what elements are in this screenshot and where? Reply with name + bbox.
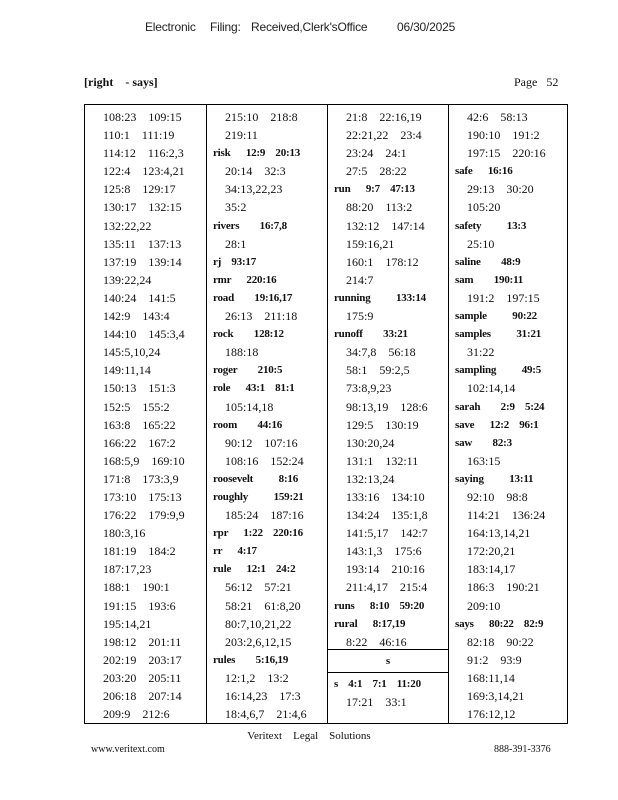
page-line-reference: 190:10 191:2 bbox=[467, 128, 540, 143]
index-term-entry: save 12:2 96:1 bbox=[455, 418, 539, 431]
index-term-entry: role 43:1 81:1 bbox=[213, 382, 295, 395]
page-line-reference: 105:14,18 bbox=[225, 399, 274, 414]
page-line-reference: 132:12 147:14 bbox=[346, 218, 425, 233]
index-term-entry: rpr 1:22 220:16 bbox=[213, 527, 303, 540]
page-line-reference: 22:21,22 23:4 bbox=[346, 128, 422, 143]
page-line-reference: 173:10 175:13 bbox=[103, 489, 182, 504]
page-line-reference: 171:8 173:3,9 bbox=[103, 471, 179, 486]
page-line-reference: 110:1 111:19 bbox=[103, 128, 175, 143]
page-line-reference: 34:7,8 56:18 bbox=[346, 345, 416, 360]
stamp-type: Filing: bbox=[210, 20, 241, 34]
page-line-reference: 90:12 107:16 bbox=[225, 435, 298, 450]
index-range: [right - says] bbox=[84, 75, 158, 89]
page-line-reference: 195:14,21 bbox=[103, 616, 152, 631]
page-line-reference: 169:3,14,21 bbox=[467, 689, 525, 703]
index-term-entry: rivers 16:7,8 bbox=[213, 219, 287, 232]
word-index-table bbox=[84, 104, 568, 724]
page-line-reference: 25:10 bbox=[467, 236, 495, 251]
page-line-reference: 114:21 136:24 bbox=[467, 508, 546, 523]
page-line-reference: 130:17 132:15 bbox=[103, 200, 182, 215]
page-line-reference: 142:9 143:4 bbox=[103, 309, 170, 324]
index-term-entry: road 19:16,17 bbox=[213, 291, 293, 304]
index-term-entry: rr 4:17 bbox=[213, 545, 257, 558]
index-term-entry: saw 82:3 bbox=[455, 436, 512, 449]
index-term-entry: running 133:14 bbox=[334, 291, 426, 304]
page-line-reference: 21:8 22:16,19 bbox=[346, 110, 422, 124]
page-line-reference: 29:13 30:20 bbox=[467, 182, 534, 197]
page-line-reference: 140:24 141:5 bbox=[103, 290, 176, 305]
page-line-reference: 203:20 205:11 bbox=[103, 670, 182, 685]
page-line-reference: 176:22 179:9,9 bbox=[103, 508, 185, 523]
index-term-entry: roosevelt 8:16 bbox=[213, 472, 299, 485]
page-line-reference: 80:7,10,21,22 bbox=[225, 616, 292, 631]
page-line-reference: 28:1 bbox=[225, 236, 247, 251]
page-line-reference: 176:12,12 bbox=[467, 707, 516, 722]
page-line-reference: 185:24 187:16 bbox=[225, 508, 304, 523]
index-term-entry: sam 190:11 bbox=[455, 273, 524, 286]
page-line-reference: 20:14 32:3 bbox=[225, 164, 286, 179]
page-line-reference: 102:14,14 bbox=[467, 381, 516, 396]
index-term-entry: run 9:7 47:13 bbox=[334, 183, 415, 196]
index-term-entry: rj 93:17 bbox=[213, 255, 257, 268]
page-line-reference: 108:23 109:15 bbox=[103, 110, 182, 124]
page-line-reference: 186:3 190:21 bbox=[467, 580, 540, 595]
index-term-entry: room 44:16 bbox=[213, 418, 283, 431]
index-term-entry: sarah 2:9 5:24 bbox=[455, 400, 545, 413]
index-term-entry: samples 31:21 bbox=[455, 328, 542, 341]
page-line-reference: 34:13,22,23 bbox=[225, 182, 283, 197]
page-line-reference: 73:8,9,23 bbox=[346, 381, 392, 396]
page-line-reference: 42:6 58:13 bbox=[467, 110, 528, 124]
footer-phone: 888-391-3376 bbox=[494, 744, 551, 755]
index-term-entry: safety 13:3 bbox=[455, 219, 527, 232]
page-number: Page 52 bbox=[514, 75, 559, 89]
page-line-reference: 98:13,19 128:6 bbox=[346, 399, 428, 414]
page-line-reference: 175:9 bbox=[346, 309, 374, 324]
page-line-reference: 164:13,14,21 bbox=[467, 526, 531, 541]
index-term-entry: rmr 220:16 bbox=[213, 273, 277, 286]
index-term-entry: rural 8:17,19 bbox=[334, 617, 406, 630]
page-line-reference: 135:11 137:13 bbox=[103, 236, 182, 251]
index-term-entry: sample 90:22 bbox=[455, 310, 537, 323]
page-line-reference: 168:5,9 169:10 bbox=[103, 453, 185, 468]
index-term-entry: sampling 49:5 bbox=[455, 364, 542, 377]
index-term-entry: says 80:22 82:9 bbox=[455, 617, 544, 630]
page-line-reference: 166:22 167:2 bbox=[103, 435, 176, 450]
stamp-date: 06/30/2025 bbox=[397, 20, 456, 34]
index-term-entry: roughly 159:21 bbox=[213, 490, 304, 503]
index-term-entry: saying 13:11 bbox=[455, 472, 534, 485]
index-term-entry: safe 16:16 bbox=[455, 165, 513, 178]
index-column-2 bbox=[206, 105, 327, 723]
page-line-reference: 180:3,16 bbox=[103, 526, 146, 541]
stamp-status: Received,Clerk'sOffice bbox=[251, 20, 368, 34]
page-line-reference: 58:21 61:8,20 bbox=[225, 598, 301, 613]
index-term-entry: runoff 33:21 bbox=[334, 328, 408, 341]
page-line-reference: 159:16,21 bbox=[346, 236, 395, 251]
page-line-reference: 143:1,3 175:6 bbox=[346, 544, 422, 559]
index-column-3 bbox=[327, 105, 448, 723]
page-line-reference: 215:10 218:8 bbox=[225, 110, 298, 124]
page-line-reference: 130:20,24 bbox=[346, 435, 395, 450]
page-line-reference: 206:18 207:14 bbox=[103, 689, 182, 703]
page-line-reference: 18:4,6,7 21:4,6 bbox=[225, 707, 307, 722]
page-line-reference: 27:5 28:22 bbox=[346, 164, 407, 179]
page-line-reference: 108:16 152:24 bbox=[225, 453, 304, 468]
page-line-reference: 35:2 bbox=[225, 200, 247, 215]
footer-company: Veritext Legal Solutions bbox=[247, 730, 371, 742]
page-line-reference: 172:20,21 bbox=[467, 544, 516, 559]
page-line-reference: 198:12 201:11 bbox=[103, 634, 182, 649]
index-term-entry: roger 210:5 bbox=[213, 364, 283, 377]
page-line-reference: 132:13,24 bbox=[346, 471, 395, 486]
page-line-reference: 202:19 203:17 bbox=[103, 652, 182, 667]
letter-section-heading: s bbox=[328, 649, 448, 673]
page-line-reference: 168:11,14 bbox=[467, 670, 515, 685]
page-line-reference: 214:7 bbox=[346, 272, 374, 287]
footer-website: www.veritext.com bbox=[91, 744, 165, 755]
page-line-reference: 209:10 bbox=[467, 598, 501, 613]
page-line-reference: 137:19 139:14 bbox=[103, 254, 182, 269]
page-line-reference: 160:1 178:12 bbox=[346, 254, 419, 269]
index-column-4 bbox=[448, 105, 567, 723]
page-line-reference: 114:12 116:2,3 bbox=[103, 146, 184, 161]
page-line-reference: 133:16 134:10 bbox=[346, 489, 425, 504]
page-line-reference: 125:8 129:17 bbox=[103, 182, 176, 197]
page-line-reference: 141:5,17 142:7 bbox=[346, 526, 428, 541]
index-term-entry: rule 12:1 24:2 bbox=[213, 563, 296, 576]
stamp-source: Electronic bbox=[145, 20, 196, 34]
page-line-reference: 219:11 bbox=[225, 128, 258, 143]
page-line-reference: 23:24 24:1 bbox=[346, 146, 407, 161]
page-line-reference: 122:4 123:4,21 bbox=[103, 164, 185, 179]
page-line-reference: 211:4,17 215:4 bbox=[346, 580, 428, 595]
page-line-reference: 82:18 90:22 bbox=[467, 634, 534, 649]
index-term-entry: rules 5:16,19 bbox=[213, 653, 289, 666]
index-term-entry: risk 12:9 20:13 bbox=[213, 147, 301, 160]
page-line-reference: 134:24 135:1,8 bbox=[346, 508, 428, 523]
page-line-reference: 17:21 33:1 bbox=[346, 695, 407, 710]
page-line-reference: 58:1 59:2,5 bbox=[346, 363, 410, 378]
page-line-reference: 191:15 193:6 bbox=[103, 598, 176, 613]
page-line-reference: 188:18 bbox=[225, 345, 259, 360]
page-line-reference: 187:17,23 bbox=[103, 562, 152, 577]
page-line-reference: 149:11,14 bbox=[103, 363, 151, 378]
page-line-reference: 193:14 210:16 bbox=[346, 562, 425, 577]
page-line-reference: 88:20 113:2 bbox=[346, 200, 413, 215]
page-line-reference: 129:5 130:19 bbox=[346, 417, 419, 432]
page-line-reference: 31:22 bbox=[467, 345, 495, 360]
index-term-entry: runs 8:10 59:20 bbox=[334, 599, 425, 612]
page-line-reference: 16:14,23 17:3 bbox=[225, 689, 301, 703]
page-line-reference: 131:1 132:11 bbox=[346, 453, 419, 468]
page-line-reference: 150:13 151:3 bbox=[103, 381, 176, 396]
page-line-reference: 56:12 57:21 bbox=[225, 580, 292, 595]
page-line-reference: 26:13 211:18 bbox=[225, 309, 298, 324]
page-line-reference: 183:14,17 bbox=[467, 562, 516, 577]
page-line-reference: 209:9 212:6 bbox=[103, 707, 170, 722]
page-line-reference: 91:2 93:9 bbox=[467, 652, 522, 667]
page-line-reference: 203:2,6,12,15 bbox=[225, 634, 292, 649]
page-line-reference: 191:2 197:15 bbox=[467, 290, 540, 305]
page-line-reference: 139:22,24 bbox=[103, 272, 152, 287]
page-line-reference: 163:8 165:22 bbox=[103, 417, 176, 432]
page-line-reference: 145:5,10,24 bbox=[103, 345, 161, 360]
page-line-reference: 105:20 bbox=[467, 200, 501, 215]
page-line-reference: 144:10 145:3,4 bbox=[103, 327, 185, 342]
index-term-entry: s 4:1 7:1 11:20 bbox=[334, 678, 421, 690]
page-line-reference: 12:1,2 13:2 bbox=[225, 670, 289, 685]
page-line-reference: 181:19 184:2 bbox=[103, 544, 176, 559]
index-term-entry: rock 128:12 bbox=[213, 328, 284, 341]
page-line-reference: 92:10 98:8 bbox=[467, 489, 528, 504]
page-line-reference: 132:22,22 bbox=[103, 218, 152, 233]
page-line-reference: 188:1 190:1 bbox=[103, 580, 170, 595]
index-column-1 bbox=[85, 105, 206, 723]
page-line-reference: 152:5 155:2 bbox=[103, 399, 170, 414]
page-line-reference: 8:22 46:16 bbox=[346, 634, 407, 649]
page-line-reference: 197:15 220:16 bbox=[467, 146, 546, 161]
index-term-entry: saline 48:9 bbox=[455, 255, 521, 268]
page-line-reference: 163:15 bbox=[467, 453, 501, 468]
